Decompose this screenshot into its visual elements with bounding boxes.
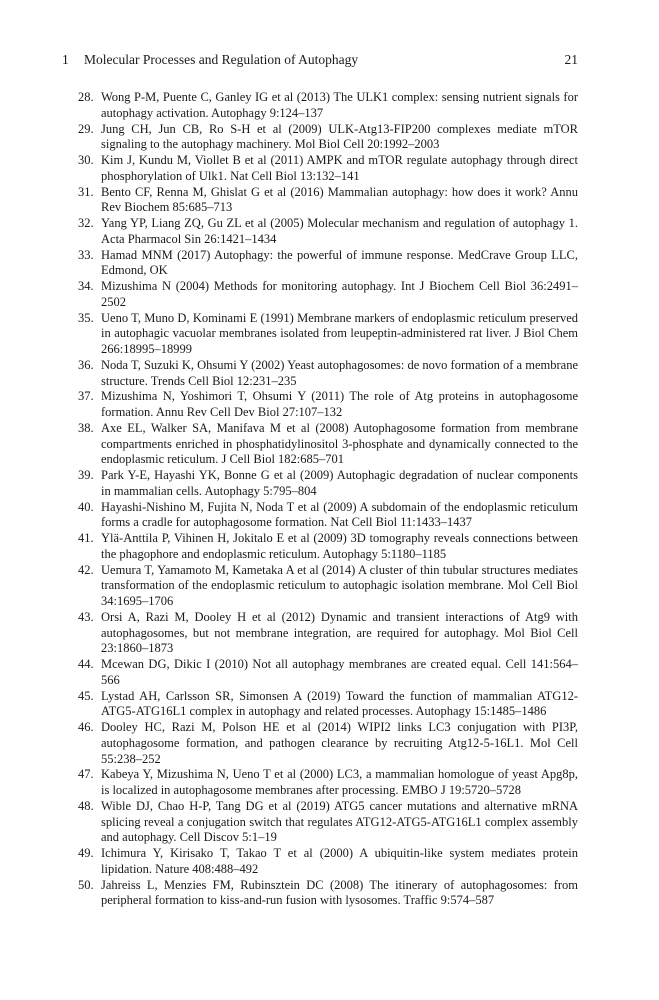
reference-item (78, 421, 578, 468)
reference-text: Jahreiss L, Menzies FM, Rubinsztein DC (2008) The itinerary of autophagosomes: from peripheral formation to kiss-and-run fusion with lysosomes. Traffic 9:574–587 (101, 877, 578, 908)
reference-item (78, 689, 578, 721)
reference-text: Ylä-Anttila P, Vihinen H, Jokitalo E et al (2009) 3D tomography reveals connections between the phagophore and endoplasmic reticulum. Autophagy 5:1180–1185 (101, 531, 578, 561)
reference-item (78, 563, 578, 610)
chapter-title: Molecular Processes and Regulation of Autophagy (84, 52, 359, 67)
page-number: 21 (564, 52, 578, 67)
reference-item (78, 389, 578, 421)
reference-number: 49. (78, 846, 94, 860)
chapter-heading (62, 52, 358, 68)
reference-item (78, 720, 578, 767)
reference-item (78, 767, 578, 799)
reference-item (78, 878, 578, 910)
reference-item (78, 279, 578, 311)
reference-number: 40. (78, 499, 94, 514)
reference-number: 34. (78, 279, 94, 293)
reference-number: 41. (78, 531, 94, 545)
reference-list (78, 90, 578, 909)
reference-item (78, 799, 578, 846)
reference-item (78, 468, 578, 500)
reference-item (78, 657, 578, 689)
reference-text: Kabeya Y, Mizushima N, Ueno T et al (2000) LC3, a mammalian homologue of yeast Apg8p, is localized in autophagosome membranes after processing. EMBO J 19:5720–5728 (101, 767, 578, 797)
reference-text: Wible DJ, Chao H-P, Tang DG et al (2019) ATG5 cancer mutations and alternative mRNA splicing reveal a conjugation switch that regulates ATG12-ATG5-ATG16L1 complex assembly and autophagy. Cell Discov 5:1–19 (101, 798, 578, 845)
reference-text: Yang YP, Liang ZQ, Gu ZL et al (2005) Molecular mechanism and regulation of autophagy 1. Acta Pharmacol Sin 26:1421–1434 (101, 216, 578, 246)
reference-text: Kim J, Kundu M, Viollet B et al (2011) AMPK and mTOR regulate autophagy through direct phosphorylation of Ulk1. Nat Cell Biol 13:132–141 (101, 153, 578, 183)
reference-number: 48. (78, 798, 94, 813)
running-header (62, 52, 578, 70)
reference-number: 29. (78, 121, 94, 136)
reference-number: 38. (78, 420, 94, 435)
reference-number: 28. (78, 90, 94, 104)
reference-number: 35. (78, 310, 94, 325)
reference-text: Jung CH, Jun CB, Ro S-H et al (2009) ULK-Atg13-FIP200 complexes mediate mTOR signaling to the autophagy machinery. Mol Biol Cell 20:1992–2003 (101, 121, 578, 152)
reference-text: Bento CF, Renna M, Ghislat G et al (2016) Mammalian autophagy: how does it work? Annu Rev Biochem 85:685–713 (101, 184, 578, 215)
reference-text: Axe EL, Walker SA, Manifava M et al (2008) Autophagosome formation from membrane compartments enriched in phosphatidylinositol 3-phosphate and dynamically connected to the endoplasmic reticulum. J Cell Biol 182:685–701 (101, 420, 578, 467)
reference-number: 36. (78, 357, 94, 372)
reference-number: 46. (78, 720, 94, 734)
reference-number: 31. (78, 184, 94, 199)
reference-number: 39. (78, 468, 94, 482)
reference-number: 37. (78, 389, 94, 404)
reference-item (78, 90, 578, 122)
reference-number: 44. (78, 657, 94, 671)
reference-text: Uemura T, Yamamoto M, Kametaka A et al (2014) A cluster of thin tubular structures mediates transformation of the endoplasmic reticulum to autophagic isolation membrane. Mol Cell Biol 34:1695–1706 (101, 562, 578, 608)
reference-text: Hayashi-Nishino M, Fujita N, Noda T et al (2009) A subdomain of the endoplasmic reticulum forms a cradle for autophagosome formation. Nat Cell Biol 11:1433–1437 (101, 499, 578, 530)
reference-item (78, 311, 578, 358)
reference-text: Mizushima N, Yoshimori T, Ohsumi Y (2011) The role of Atg proteins in autophagosome formation. Annu Rev Cell Dev Biol 27:107–132 (101, 389, 578, 419)
reference-number: 30. (78, 153, 94, 167)
reference-item (78, 531, 578, 563)
reference-number: 45. (78, 688, 94, 703)
reference-text: Lystad AH, Carlsson SR, Simonsen A (2019) Toward the function of mammalian ATG12-ATG5-ATG16L1 complex in autophagy and related processes. Autophagy 15:1485–1486 (101, 688, 578, 719)
reference-item (78, 500, 578, 532)
chapter-number: 1 (62, 52, 69, 67)
reference-item (78, 122, 578, 154)
reference-text: Ichimura Y, Kirisako T, Takao T et al (2000) A ubiquitin-like system mediates protein lipidation. Nature 408:488–492 (101, 846, 578, 876)
reference-text: Dooley HC, Razi M, Polson HE et al (2014) WIPI2 links LC3 conjugation with PI3P, autophagosome formation, and pathogen clearance by recruiting Atg12-5-16L1. Mol Cell 55:238–252 (101, 720, 578, 766)
reference-text: Mizushima N (2004) Methods for monitoring autophagy. Int J Biochem Cell Biol 36:2491–2502 (101, 279, 578, 309)
reference-item (78, 216, 578, 248)
reference-number: 50. (78, 877, 94, 892)
reference-item (78, 610, 578, 657)
reference-text: Orsi A, Razi M, Dooley H et al (2012) Dynamic and transient interactions of Atg9 with autophagosomes, but not membrane integration, are required for autophagy. Mol Biol Cell 23:1860–1873 (101, 609, 578, 656)
reference-text: Mcewan DG, Dikic I (2010) Not all autophagy membranes are created equal. Cell 141:564–566 (101, 657, 578, 687)
reference-text: Ueno T, Muno D, Kominami E (1991) Membrane markers of endoplasmic reticulum preserved in autophagic vacuolar membranes isolated from leupeptin-administered rat liver. J Biol Chem 266:18995–18999 (101, 310, 578, 356)
reference-number: 47. (78, 767, 94, 782)
reference-text: Wong P-M, Puente C, Ganley IG et al (2013) The ULK1 complex: sensing nutrient signals for autophagy activation. Autophagy 9:124–137 (101, 90, 578, 120)
reference-item (78, 358, 578, 390)
reference-text: Park Y-E, Hayashi YK, Bonne G et al (2009) Autophagic degradation of nuclear components in mammalian cells. Autophagy 5:795–804 (101, 468, 578, 498)
reference-item (78, 153, 578, 185)
reference-number: 32. (78, 216, 94, 230)
reference-item (78, 185, 578, 217)
reference-item (78, 248, 578, 280)
reference-number: 42. (78, 562, 94, 577)
reference-text: Noda T, Suzuki K, Ohsumi Y (2002) Yeast autophagosomes: de novo formation of a membrane structure. Trends Cell Biol 12:231–235 (101, 357, 578, 388)
reference-item (78, 846, 578, 878)
reference-number: 33. (78, 247, 94, 262)
reference-text: Hamad MNM (2017) Autophagy: the powerful of immune response. MedCrave Group LLC, Edmond, OK (101, 247, 578, 278)
reference-number: 43. (78, 609, 94, 624)
